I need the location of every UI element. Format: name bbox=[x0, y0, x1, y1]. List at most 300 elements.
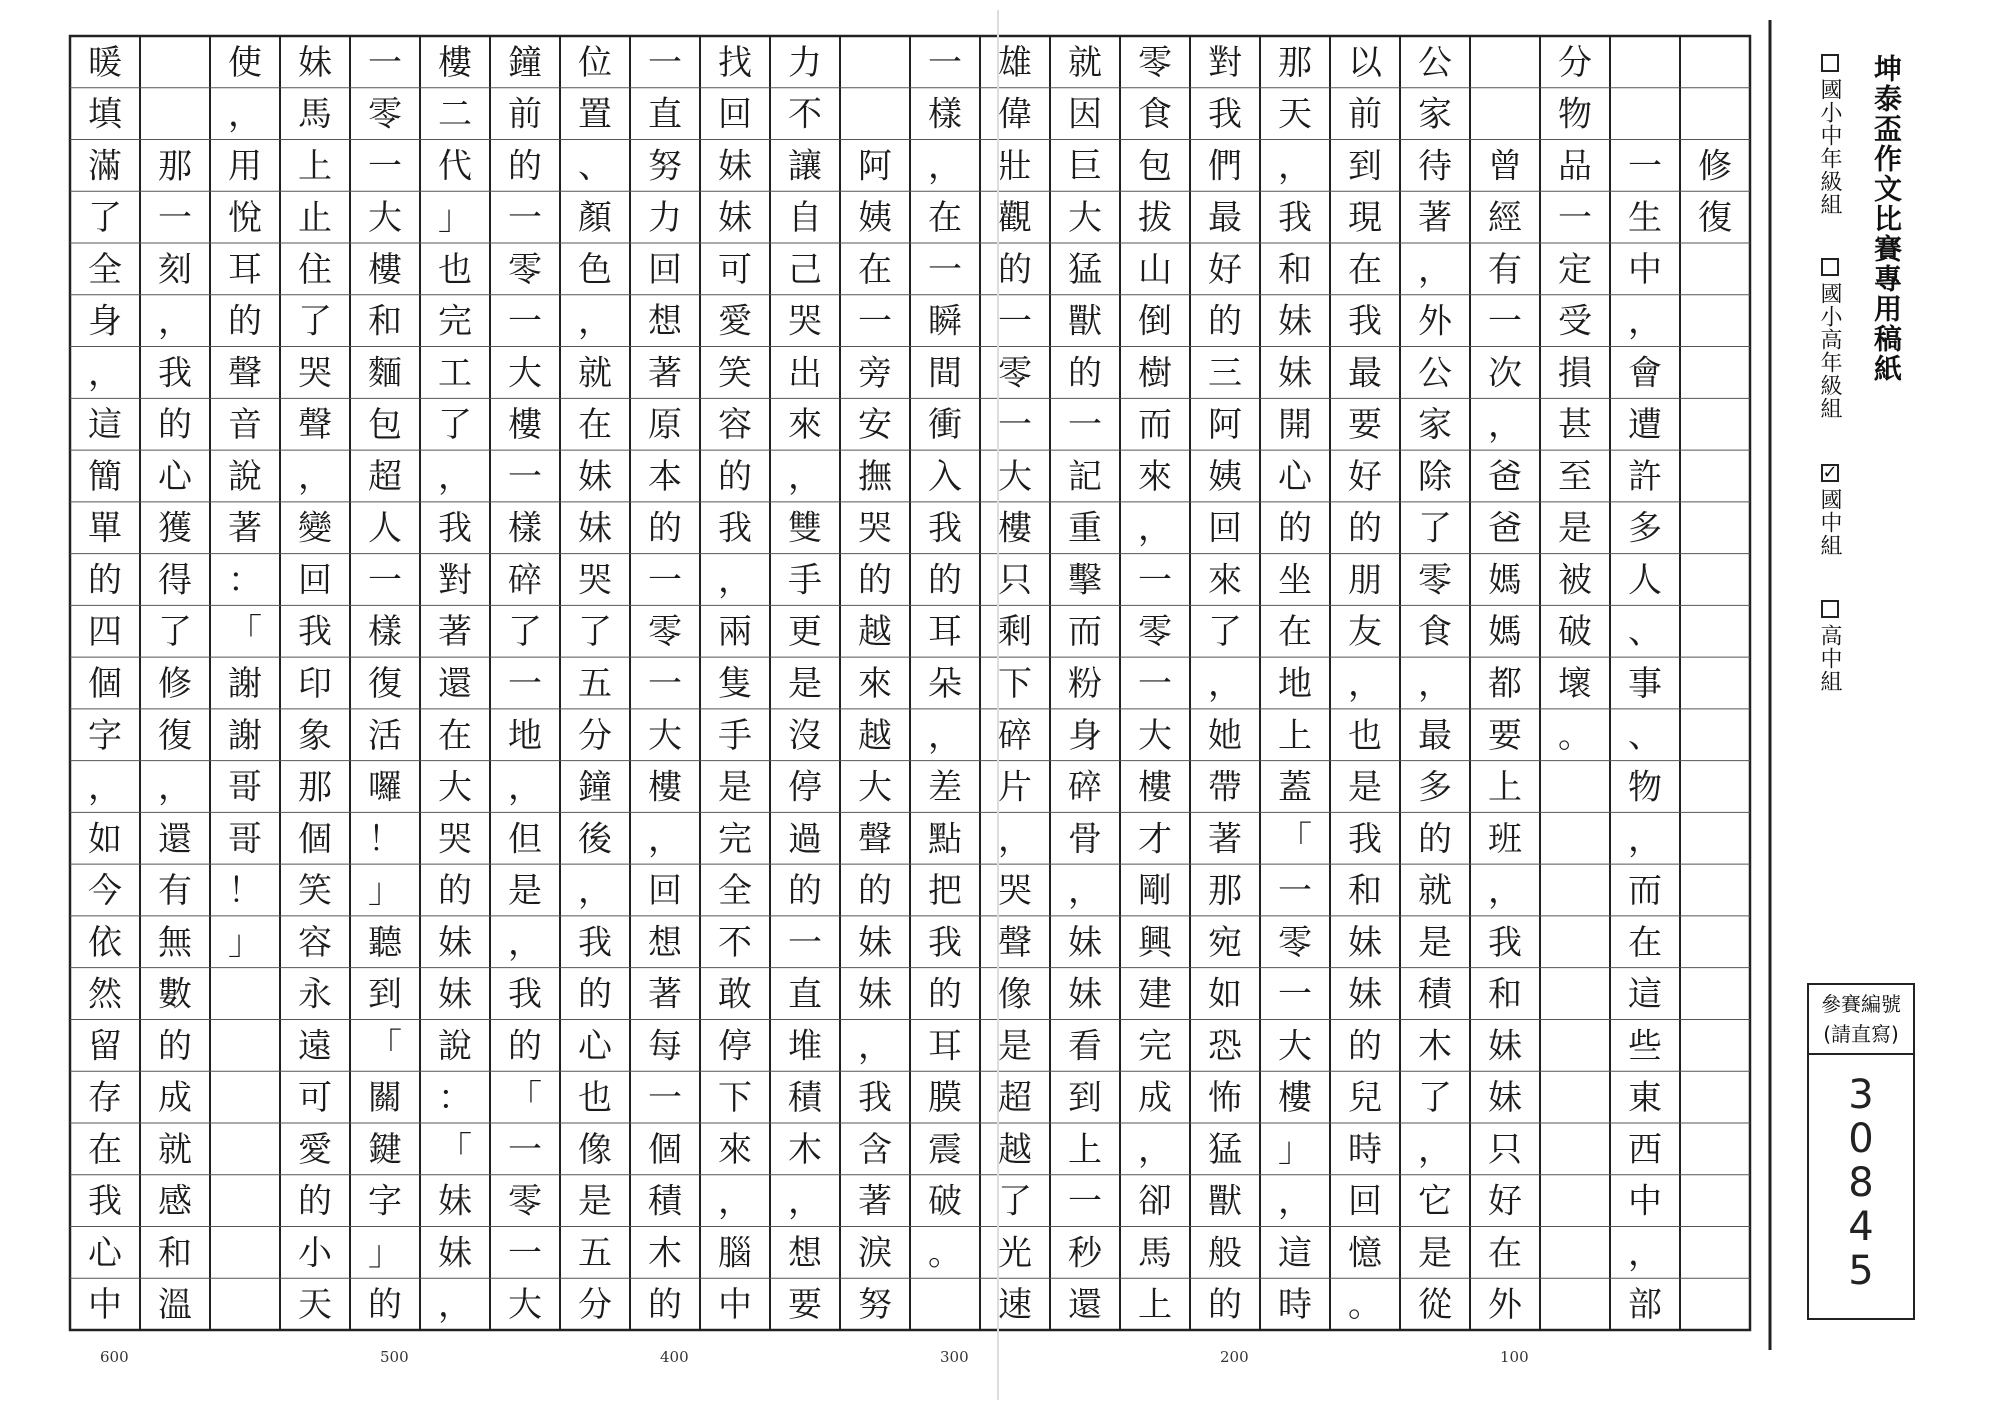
essay-char: 還 bbox=[158, 819, 192, 860]
category-checkbox[interactable] bbox=[1821, 54, 1839, 72]
essay-char: 對 bbox=[1208, 42, 1242, 83]
essay-char: 兒 bbox=[1348, 1078, 1382, 1119]
essay-char: 現 bbox=[1348, 198, 1382, 239]
essay-char: ， bbox=[788, 1181, 822, 1222]
essay-char: 品 bbox=[1558, 146, 1592, 187]
essay-char: 「 bbox=[228, 612, 262, 653]
essay-char: 帶 bbox=[1208, 767, 1242, 808]
essay-char: 這 bbox=[1278, 1233, 1312, 1274]
essay-char: 上 bbox=[298, 146, 332, 187]
essay-char: 和 bbox=[1278, 249, 1312, 290]
essay-char: 、 bbox=[1628, 715, 1662, 756]
essay-char: 壯 bbox=[998, 146, 1032, 187]
essay-char: 在 bbox=[1628, 922, 1662, 963]
essay-char: 中 bbox=[1628, 249, 1662, 290]
essay-char: 在 bbox=[928, 198, 962, 239]
grid-count-mark: 100 bbox=[1500, 1348, 1529, 1366]
essay-char: 謝 bbox=[228, 715, 262, 756]
essay-char: 越 bbox=[858, 715, 892, 756]
essay-char: 公 bbox=[1418, 353, 1452, 394]
essay-char: 人 bbox=[1628, 560, 1662, 601]
essay-char: 木 bbox=[648, 1233, 682, 1274]
essay-char: 一 bbox=[1278, 974, 1312, 1015]
essay-char: 雙 bbox=[788, 508, 822, 549]
essay-char: 一 bbox=[508, 198, 542, 239]
essay-char: 說 bbox=[438, 1026, 472, 1067]
essay-char: 可 bbox=[718, 249, 752, 290]
essay-char: 的 bbox=[1348, 508, 1382, 549]
essay-char: 樓 bbox=[508, 405, 542, 446]
essay-char: 也 bbox=[438, 249, 472, 290]
essay-char: 而 bbox=[1628, 871, 1662, 912]
essay-char: 震 bbox=[928, 1129, 962, 1170]
essay-char: 一 bbox=[998, 405, 1032, 446]
essay-char: 最 bbox=[1418, 715, 1452, 756]
essay-char: 樓 bbox=[1278, 1078, 1312, 1119]
category-lower-elementary[interactable] bbox=[1814, 54, 1845, 216]
essay-char: 樓 bbox=[1138, 767, 1172, 808]
essay-char: 的 bbox=[228, 301, 262, 342]
essay-char: 破 bbox=[928, 1181, 962, 1222]
essay-char: 可 bbox=[298, 1078, 332, 1119]
essay-char: ！ bbox=[228, 871, 262, 912]
essay-char: 些 bbox=[1628, 1026, 1662, 1067]
essay-char: 零 bbox=[998, 353, 1032, 394]
essay-char: 我 bbox=[858, 1078, 892, 1119]
essay-char: ， bbox=[928, 715, 962, 756]
category-senior-high[interactable] bbox=[1814, 600, 1845, 693]
essay-char: 一 bbox=[788, 922, 822, 963]
essay-char: 姨 bbox=[1208, 456, 1242, 497]
essay-char: 一 bbox=[648, 1078, 682, 1119]
essay-char: 剩 bbox=[998, 612, 1032, 653]
essay-char: 色 bbox=[578, 249, 612, 290]
essay-char: 一 bbox=[648, 664, 682, 704]
essay-char: 妹 bbox=[1348, 974, 1382, 1015]
essay-char: 一 bbox=[1138, 664, 1172, 704]
essay-char: 的 bbox=[1348, 1026, 1382, 1067]
essay-char: 了 bbox=[158, 612, 192, 653]
essay-char: 了 bbox=[1208, 612, 1242, 653]
essay-char: ， bbox=[1278, 146, 1312, 187]
essay-char: 堆 bbox=[788, 1026, 822, 1067]
essay-char: 完 bbox=[718, 819, 752, 860]
essay-char: 悅 bbox=[228, 198, 262, 239]
essay-char: 敢 bbox=[718, 974, 752, 1015]
entry-number-label bbox=[1809, 985, 1913, 1055]
essay-char: 暖 bbox=[88, 42, 122, 83]
essay-char: 心 bbox=[88, 1233, 122, 1274]
essay-char: 的 bbox=[1208, 1285, 1242, 1326]
essay-char: 只 bbox=[1488, 1129, 1522, 1170]
essay-char: 我 bbox=[1208, 94, 1242, 135]
essay-char: 遠 bbox=[298, 1026, 332, 1067]
essay-char: 直 bbox=[648, 94, 682, 135]
essay-char: 來 bbox=[1138, 456, 1172, 497]
essay-char: 滿 bbox=[88, 146, 122, 187]
essay-char: ， bbox=[1488, 871, 1522, 912]
essay-char: 一 bbox=[928, 249, 962, 290]
essay-char: 留 bbox=[88, 1026, 122, 1067]
essay-char: 到 bbox=[1068, 1078, 1102, 1119]
essay-char: 一 bbox=[1278, 871, 1312, 912]
essay-char: 笑 bbox=[718, 353, 752, 394]
essay-char: 、 bbox=[1628, 612, 1662, 653]
essay-char: 停 bbox=[718, 1026, 752, 1067]
essay-char: 友 bbox=[1348, 612, 1382, 653]
essay-char: 的 bbox=[788, 871, 822, 912]
essay-char: 分 bbox=[578, 1285, 612, 1326]
essay-char: ： bbox=[438, 1078, 472, 1119]
essay-char: 完 bbox=[438, 301, 472, 342]
essay-char: 倒 bbox=[1138, 301, 1172, 342]
essay-char: 食 bbox=[1138, 94, 1172, 135]
essay-char: 關 bbox=[368, 1078, 402, 1119]
essay-char: 因 bbox=[1068, 94, 1102, 135]
essay-char: 原 bbox=[648, 405, 682, 446]
essay-char: 耳 bbox=[228, 249, 262, 290]
essay-char: 木 bbox=[788, 1129, 822, 1170]
essay-char: 變 bbox=[298, 508, 332, 549]
entry-label-line1: 參賽編號 bbox=[1821, 992, 1901, 1016]
essay-char: 零 bbox=[508, 1181, 542, 1222]
essay-char: 包 bbox=[1138, 146, 1172, 187]
essay-char: 自 bbox=[788, 198, 822, 239]
essay-char: 般 bbox=[1208, 1233, 1242, 1274]
essay-char: 哭 bbox=[438, 819, 472, 860]
essay-char: ， bbox=[1348, 664, 1382, 704]
essay-char: 中 bbox=[1628, 1181, 1662, 1222]
essay-char: 妹 bbox=[858, 922, 892, 963]
essay-char: 只 bbox=[998, 560, 1032, 601]
essay-char: 媽 bbox=[1488, 612, 1522, 653]
essay-char: 從 bbox=[1418, 1285, 1452, 1326]
essay-char: 像 bbox=[578, 1129, 612, 1170]
essay-char: ， bbox=[1488, 405, 1522, 446]
essay-char: 至 bbox=[1558, 456, 1592, 497]
essay-char: 妹 bbox=[1348, 922, 1382, 963]
essay-char: 己 bbox=[788, 249, 822, 290]
essay-char: 在 bbox=[1278, 612, 1312, 653]
essay-char: 猛 bbox=[1208, 1129, 1242, 1170]
essay-char: 的 bbox=[998, 249, 1032, 290]
essay-char: 破 bbox=[1558, 612, 1592, 653]
essay-char: 的 bbox=[158, 1026, 192, 1067]
essay-char: 妹 bbox=[298, 42, 332, 83]
essay-char: 最 bbox=[1348, 353, 1382, 394]
essay-char: 記 bbox=[1068, 456, 1102, 497]
essay-char: 更 bbox=[788, 612, 822, 653]
essay-char: 也 bbox=[1348, 715, 1382, 756]
essay-char: ， bbox=[1628, 301, 1662, 342]
essay-char: 隻 bbox=[718, 664, 752, 704]
essay-char: 出 bbox=[788, 353, 822, 394]
essay-char: 西 bbox=[1628, 1129, 1662, 1170]
essay-char: 遭 bbox=[1628, 405, 1662, 446]
essay-char: 還 bbox=[438, 664, 472, 704]
essay-char: 全 bbox=[718, 871, 752, 912]
essay-char: 一 bbox=[368, 42, 402, 83]
essay-char: 謝 bbox=[228, 664, 262, 704]
essay-char: 把 bbox=[928, 871, 962, 912]
essay-char: 」 bbox=[438, 198, 472, 239]
essay-char: 是 bbox=[1558, 508, 1592, 549]
essay-char: 朋 bbox=[1348, 560, 1382, 601]
essay-char: 五 bbox=[578, 1233, 612, 1274]
essay-char: 前 bbox=[1348, 94, 1382, 135]
essay-char: 木 bbox=[1418, 1026, 1452, 1067]
essay-char: 的 bbox=[858, 871, 892, 912]
essay-char: 笑 bbox=[298, 871, 332, 912]
essay-char: ， bbox=[578, 301, 612, 342]
essay-char: 一 bbox=[1068, 1181, 1102, 1222]
essay-char: 無 bbox=[158, 922, 192, 963]
essay-char: 妹 bbox=[1488, 1026, 1522, 1067]
essay-char: 前 bbox=[508, 94, 542, 135]
essay-char: 要 bbox=[1348, 405, 1382, 446]
essay-char: 的 bbox=[508, 1026, 542, 1067]
grid-count-mark: 200 bbox=[1220, 1348, 1249, 1366]
essay-char: 一 bbox=[508, 456, 542, 497]
essay-char: 大 bbox=[998, 456, 1032, 497]
essay-char: 過 bbox=[788, 819, 822, 860]
essay-char: 五 bbox=[578, 664, 612, 704]
essay-char: 家 bbox=[1418, 405, 1452, 446]
essay-char: 以 bbox=[1348, 42, 1382, 83]
essay-char: 零 bbox=[1278, 922, 1312, 963]
essay-char: 這 bbox=[1628, 974, 1662, 1015]
essay-char: 大 bbox=[1068, 198, 1102, 239]
essay-char: 時 bbox=[1278, 1285, 1312, 1326]
grid-count-mark: 400 bbox=[660, 1348, 689, 1366]
essay-char: 了 bbox=[88, 198, 122, 239]
essay-char: 的 bbox=[1208, 301, 1242, 342]
essay-char: 大 bbox=[508, 1285, 542, 1326]
essay-char: 妹 bbox=[438, 922, 472, 963]
essay-char: 妹 bbox=[438, 1181, 472, 1222]
essay-char: 了 bbox=[1418, 1078, 1452, 1119]
essay-char: 我 bbox=[928, 922, 962, 963]
essay-char: 分 bbox=[1558, 42, 1592, 83]
essay-char: 來 bbox=[788, 405, 822, 446]
essay-char: 住 bbox=[298, 249, 332, 290]
category-upper-elementary[interactable] bbox=[1814, 258, 1845, 420]
essay-char: 我 bbox=[88, 1181, 122, 1222]
essay-char: 讓 bbox=[788, 146, 822, 187]
essay-char: 妹 bbox=[578, 456, 612, 497]
essay-char: 在 bbox=[1348, 249, 1382, 290]
essay-char: 大 bbox=[1278, 1026, 1312, 1067]
essay-char: 來 bbox=[718, 1129, 752, 1170]
essay-char: 了 bbox=[298, 301, 332, 342]
essay-char: 入 bbox=[928, 456, 962, 497]
essay-char: 如 bbox=[1208, 974, 1242, 1015]
form-title: 坤泰盃作文比賽專用稿紙 bbox=[1870, 54, 1903, 384]
essay-char: 是 bbox=[1418, 1233, 1452, 1274]
essay-char: 」 bbox=[368, 871, 402, 912]
essay-char: 一 bbox=[1628, 146, 1662, 187]
essay-char: 修 bbox=[158, 664, 192, 704]
essay-char: 拔 bbox=[1138, 198, 1172, 239]
essay-char: 擊 bbox=[1068, 560, 1102, 601]
essay-char: 囉 bbox=[368, 767, 402, 808]
essay-char: ， bbox=[88, 353, 122, 394]
essay-char: 一 bbox=[1138, 560, 1172, 601]
essay-char: 定 bbox=[1558, 249, 1592, 290]
essay-char: 骨 bbox=[1068, 819, 1102, 860]
essay-char: 簡 bbox=[88, 456, 122, 497]
essay-char: 個 bbox=[648, 1129, 682, 1170]
category-checkbox[interactable] bbox=[1821, 600, 1839, 618]
essay-char: 零 bbox=[648, 612, 682, 653]
essay-char: 印 bbox=[298, 664, 332, 704]
essay-char: 每 bbox=[648, 1026, 682, 1067]
entry-number-box bbox=[1807, 983, 1915, 1320]
essay-char: 、 bbox=[578, 146, 612, 187]
essay-char: 含 bbox=[858, 1129, 892, 1170]
category-label: 國中組 bbox=[1817, 488, 1842, 557]
essay-char: 全 bbox=[88, 249, 122, 290]
essay-char: 妹 bbox=[1488, 1078, 1522, 1119]
essay-char: 的 bbox=[648, 508, 682, 549]
essay-char: 我 bbox=[1348, 819, 1382, 860]
essay-char: 我 bbox=[1348, 301, 1382, 342]
essay-char: ， bbox=[1208, 664, 1242, 704]
essay-char: 回 bbox=[648, 871, 682, 912]
essay-char: 說 bbox=[228, 456, 262, 497]
essay-char: 復 bbox=[158, 715, 192, 756]
essay-char: 想 bbox=[648, 301, 682, 342]
essay-char: 會 bbox=[1628, 353, 1662, 394]
essay-char: 地 bbox=[508, 715, 542, 756]
essay-char: 上 bbox=[1068, 1129, 1102, 1170]
essay-char: 妹 bbox=[858, 974, 892, 1015]
essay-char: ， bbox=[298, 456, 332, 497]
essay-char: 秒 bbox=[1068, 1233, 1102, 1274]
essay-char: 碎 bbox=[508, 560, 542, 601]
essay-char: 但 bbox=[508, 819, 542, 860]
essay-char: 安 bbox=[858, 405, 892, 446]
essay-char: 回 bbox=[718, 94, 752, 135]
essay-char: 聲 bbox=[298, 405, 332, 446]
category-label: 高中組 bbox=[1817, 624, 1842, 693]
essay-char: 妹 bbox=[718, 198, 752, 239]
essay-char: 成 bbox=[1138, 1078, 1172, 1119]
grid-count-mark: 300 bbox=[940, 1348, 969, 1366]
essay-char: 回 bbox=[298, 560, 332, 601]
essay-char: 愛 bbox=[298, 1129, 332, 1170]
essay-char: 「 bbox=[438, 1129, 472, 1170]
category-junior-high[interactable] bbox=[1814, 464, 1845, 557]
essay-char: 看 bbox=[1068, 1026, 1102, 1067]
essay-char: 物 bbox=[1628, 767, 1662, 808]
essay-char: 就 bbox=[578, 353, 612, 394]
essay-char: 。 bbox=[928, 1233, 962, 1274]
essay-char: 在 bbox=[88, 1129, 122, 1170]
essay-char: 一 bbox=[858, 301, 892, 342]
essay-char: 獸 bbox=[1208, 1181, 1242, 1222]
essay-char: 事 bbox=[1628, 664, 1662, 704]
essay-char: 」 bbox=[1278, 1129, 1312, 1170]
essay-char: 一 bbox=[368, 146, 402, 187]
essay-char: 猛 bbox=[1068, 249, 1102, 290]
essay-char: ， bbox=[1068, 871, 1102, 912]
essay-char: 待 bbox=[1418, 146, 1452, 187]
essay-char: ， bbox=[858, 1026, 892, 1067]
essay-char: 兩 bbox=[718, 612, 752, 653]
essay-char: 零 bbox=[368, 94, 402, 135]
essay-char: 樓 bbox=[368, 249, 402, 290]
essay-char: 有 bbox=[1488, 249, 1522, 290]
essay-char: 哭 bbox=[858, 508, 892, 549]
essay-char: 越 bbox=[998, 1129, 1032, 1170]
essay-char: 獸 bbox=[1068, 301, 1102, 342]
essay-char: 我 bbox=[438, 508, 472, 549]
essay-char: 了 bbox=[1418, 508, 1452, 549]
essay-char: 上 bbox=[1138, 1285, 1172, 1326]
essay-char: 。 bbox=[1558, 715, 1592, 756]
essay-char: 我 bbox=[928, 508, 962, 549]
category-checkbox[interactable]: ✓ bbox=[1822, 462, 1838, 483]
essay-char: 上 bbox=[1488, 767, 1522, 808]
essay-char: 哭 bbox=[998, 871, 1032, 912]
essay-char: 怖 bbox=[1208, 1078, 1242, 1119]
essay-char: 雄 bbox=[998, 42, 1032, 83]
essay-char: 宛 bbox=[1208, 922, 1242, 963]
essay-char: 要 bbox=[788, 1285, 822, 1326]
essay-char: 來 bbox=[858, 664, 892, 704]
category-checkbox[interactable] bbox=[1821, 258, 1839, 276]
essay-char: 部 bbox=[1628, 1285, 1662, 1326]
essay-char: 下 bbox=[718, 1078, 752, 1119]
essay-char: 的 bbox=[718, 456, 752, 497]
essay-char: 想 bbox=[648, 922, 682, 963]
essay-char: 愛 bbox=[718, 301, 752, 342]
essay-char: 觀 bbox=[998, 198, 1032, 239]
essay-char: 衝 bbox=[928, 405, 962, 446]
essay-char: 興 bbox=[1138, 922, 1172, 963]
essay-char: 外 bbox=[1418, 301, 1452, 342]
essay-char: 我 bbox=[508, 974, 542, 1015]
essay-char: ， bbox=[438, 456, 472, 497]
entry-number-value[interactable]: 3 0 8 4 5 bbox=[1848, 1072, 1874, 1294]
essay-char: 才 bbox=[1138, 819, 1172, 860]
essay-char: 片 bbox=[998, 767, 1032, 808]
essay-char: 越 bbox=[858, 612, 892, 653]
essay-char: 就 bbox=[1068, 42, 1102, 83]
essay-char: 積 bbox=[788, 1078, 822, 1119]
essay-char: 耳 bbox=[928, 1026, 962, 1067]
essay-char: ， bbox=[718, 1181, 752, 1222]
essay-char: 中 bbox=[88, 1285, 122, 1326]
essay-char: 積 bbox=[1418, 974, 1452, 1015]
essay-char: 的 bbox=[368, 1285, 402, 1326]
essay-char: ， bbox=[648, 819, 682, 860]
essay-char: ： bbox=[228, 560, 262, 601]
essay-char: 身 bbox=[88, 301, 122, 342]
essay-char: 了 bbox=[998, 1181, 1032, 1222]
essay-char: 而 bbox=[1138, 405, 1172, 446]
essay-char: 鐘 bbox=[508, 42, 542, 83]
essay-char: 的 bbox=[88, 560, 122, 601]
essay-char: 一 bbox=[1488, 301, 1522, 342]
essay-char: 妹 bbox=[1068, 922, 1102, 963]
essay-char: 獲 bbox=[158, 508, 192, 549]
essay-char: 中 bbox=[718, 1285, 752, 1326]
essay-char: 努 bbox=[858, 1285, 892, 1326]
essay-char: 容 bbox=[298, 922, 332, 963]
essay-char: 我 bbox=[718, 508, 752, 549]
